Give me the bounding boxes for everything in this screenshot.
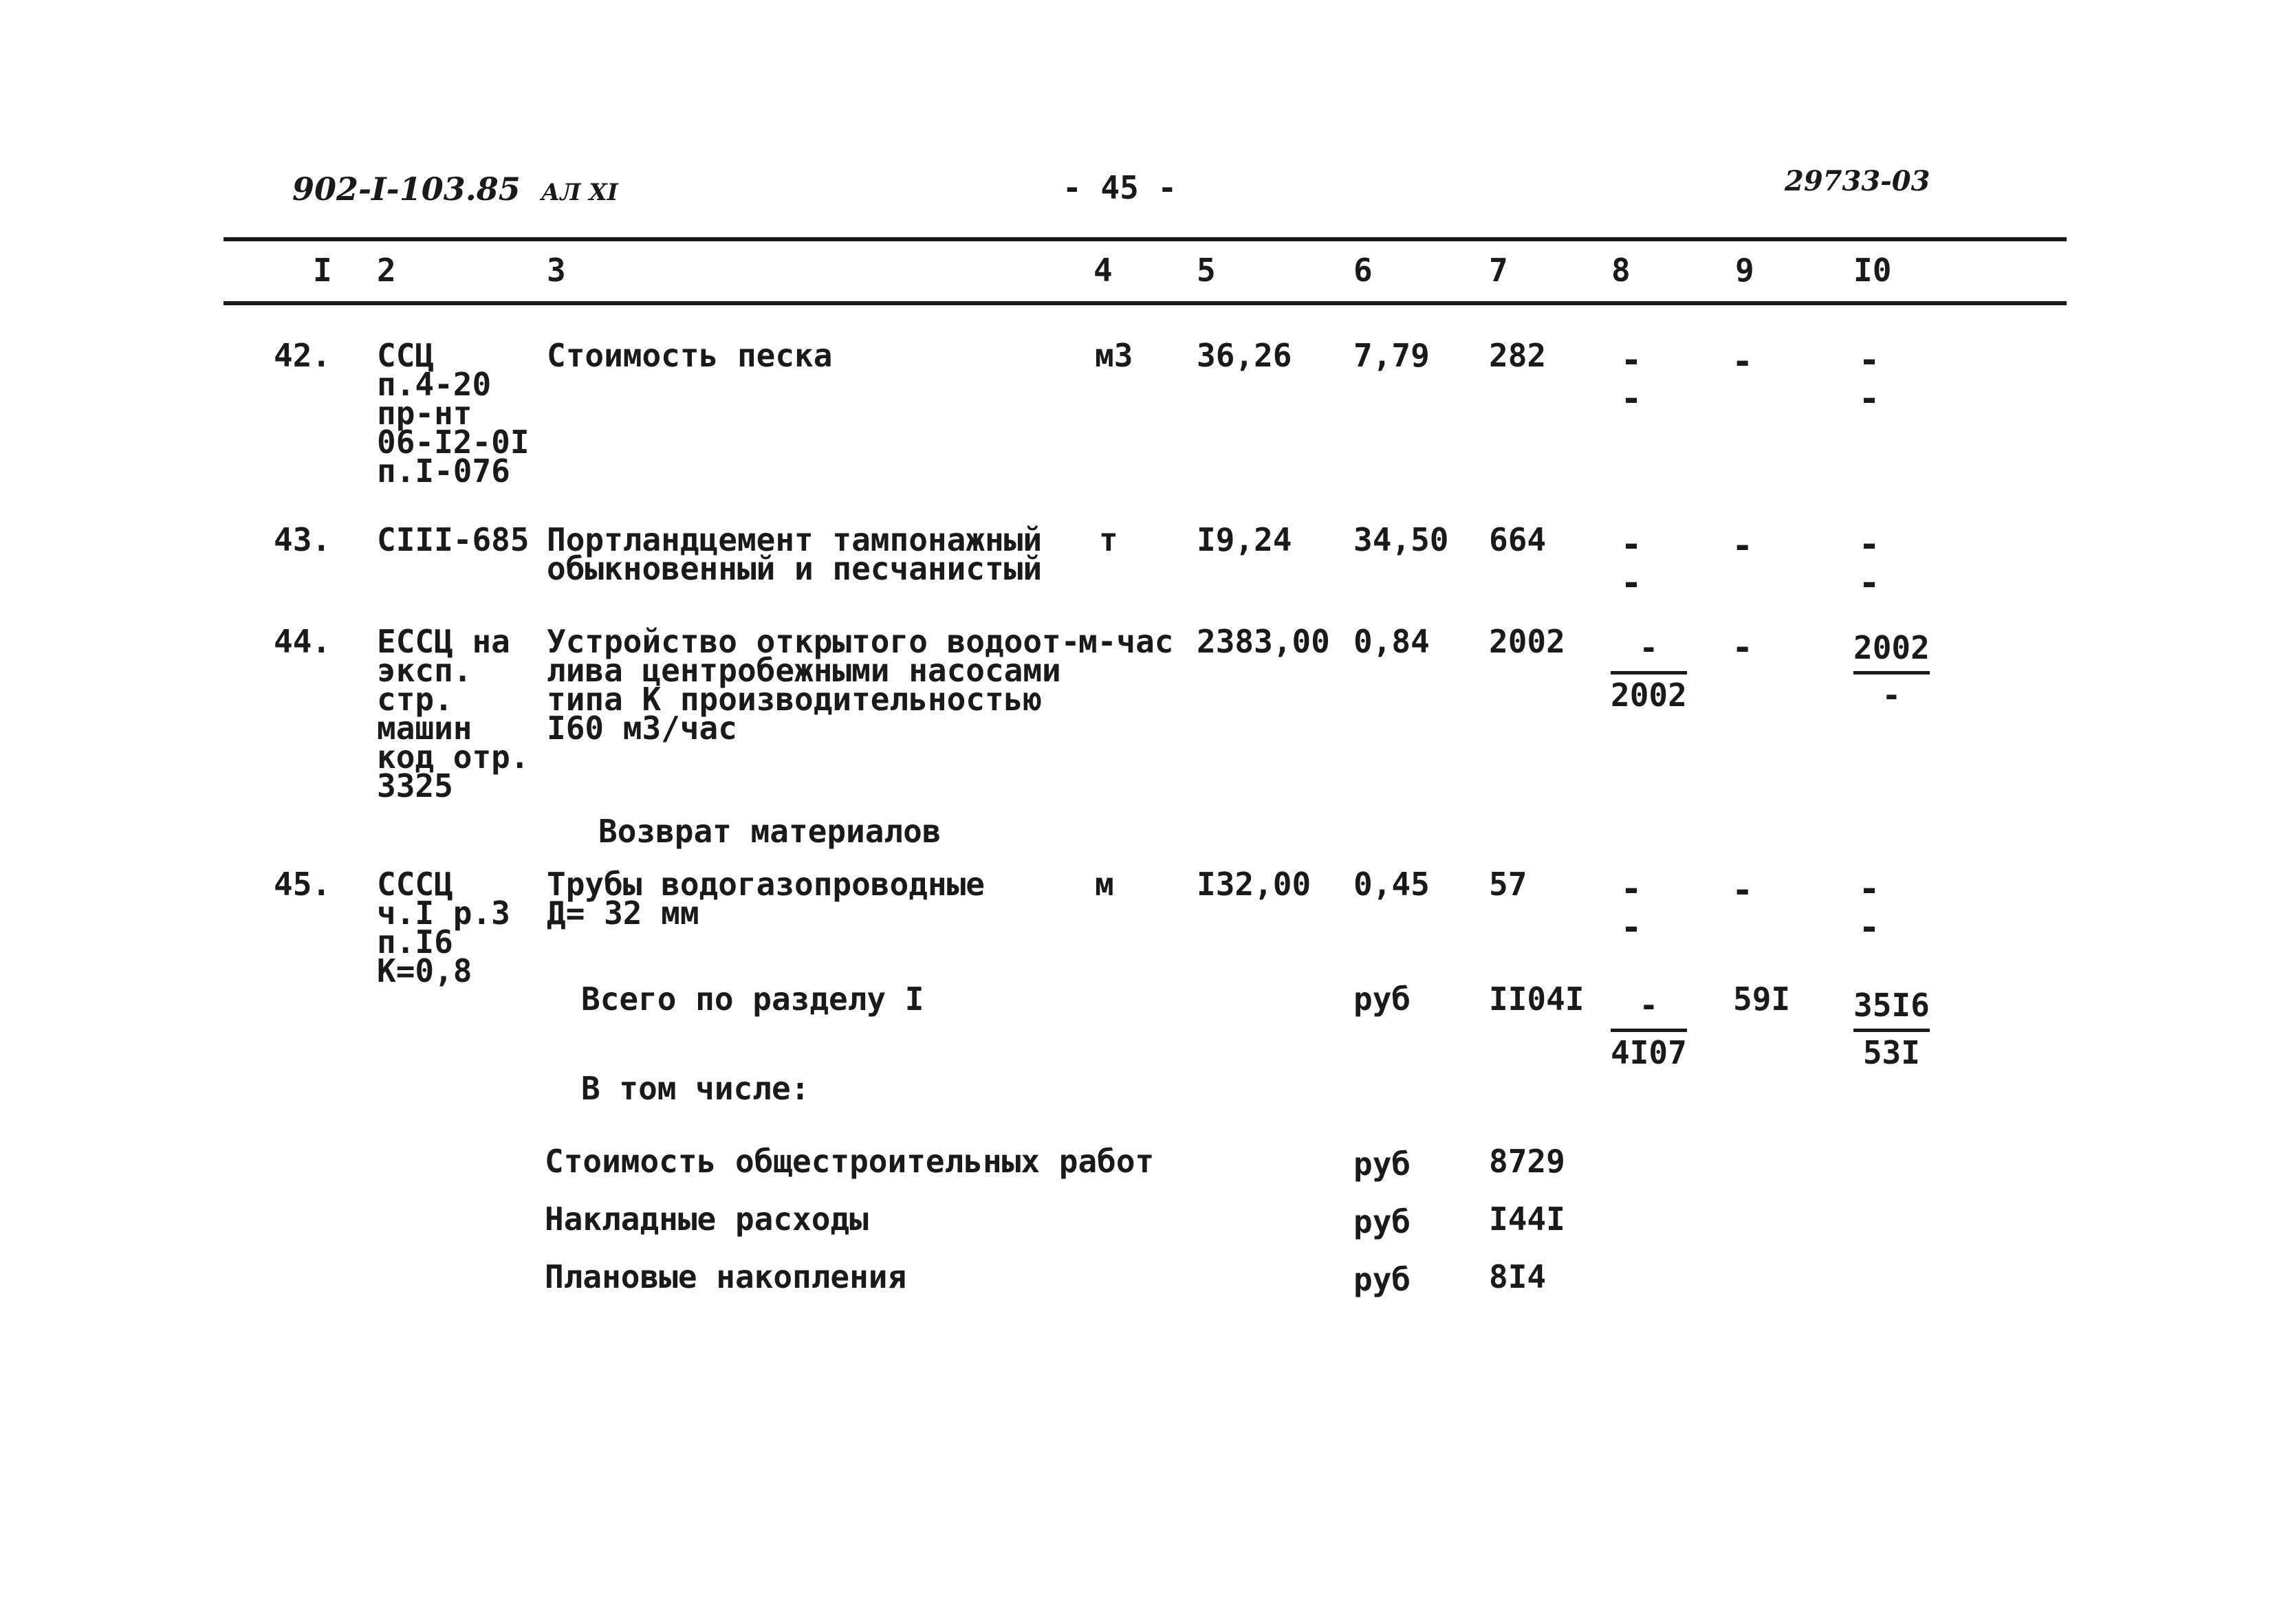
table-header-rule: [224, 301, 2067, 305]
breakdown-value: 8I4: [1489, 1258, 1547, 1295]
row-unit: м-час: [1078, 623, 1174, 660]
row-quantity: I32,00: [1197, 866, 1311, 903]
breakdown-unit: руб: [1353, 1145, 1411, 1183]
col-header-7: 7: [1489, 252, 1508, 289]
row-col8: - -: [1620, 340, 1642, 419]
row-code: ССЦ п.4-20 пр-нт 06-I2-0I п.I-076: [377, 337, 530, 490]
row-quantity: 2383,00: [1197, 623, 1330, 660]
row-col8: - -: [1620, 524, 1642, 604]
row-col10: - -: [1858, 524, 1880, 604]
col-header-5: 5: [1197, 252, 1216, 289]
row-col9: -: [1732, 525, 1754, 567]
breakdown-unit: руб: [1353, 1203, 1411, 1240]
col-header-8: 8: [1611, 252, 1631, 289]
row-number: 43.: [274, 521, 331, 558]
row-total: 2002: [1489, 623, 1565, 660]
row-col10: - -: [1858, 868, 1880, 948]
summary-col8: - 4I07: [1611, 985, 1687, 1073]
page-number: - 45 -: [1063, 169, 1177, 206]
breakdown-label: Плановые накопления: [545, 1258, 907, 1295]
col-header-3: 3: [547, 252, 566, 289]
row-description: Стоимость песка: [547, 337, 833, 374]
col-header-9: 9: [1735, 252, 1754, 289]
row-col8: - -: [1620, 868, 1642, 948]
breakdown-value: I44I: [1489, 1200, 1565, 1238]
row-col10: 2002 -: [1853, 627, 1930, 716]
breakdown-unit: руб: [1353, 1261, 1411, 1298]
row-price: 0,84: [1353, 623, 1430, 660]
table-top-rule: [224, 237, 2067, 241]
col-header-2: 2: [377, 252, 396, 289]
row-unit: м3: [1095, 337, 1133, 374]
row-total: 282: [1489, 337, 1547, 374]
including-label: В том числе:: [581, 1070, 810, 1107]
row-total: 664: [1489, 521, 1547, 558]
row-code: СССЦ ч.I р.3 п.I6 К=0,8: [377, 866, 510, 989]
summary-label: Всего по разделу I: [581, 980, 924, 1018]
document-suffix: АЛ XI: [541, 179, 618, 206]
row-col8: - 2002: [1611, 627, 1687, 716]
row-price: 34,50: [1353, 521, 1449, 558]
summary-unit: руб: [1353, 980, 1411, 1018]
row-col9: -: [1732, 341, 1754, 382]
row-code: ЕССЦ на эксп. стр. машин код отр. 3325: [377, 623, 530, 804]
row-unit: м: [1095, 866, 1114, 903]
row-description: Портландцемент тампонажный обыкновенный и песчанистый: [547, 521, 1043, 587]
breakdown-label: Стоимость общестроительных работ: [545, 1143, 1155, 1180]
document-code: 902-I-103.85 АЛ XI: [292, 171, 618, 208]
summary-total: II04I: [1489, 980, 1585, 1018]
breakdown-label: Накладные расходы: [545, 1200, 869, 1238]
row-total: 57: [1489, 866, 1527, 903]
row-description: Трубы водогазопроводные Д= 32 мм: [547, 866, 985, 932]
col-header-6: 6: [1353, 252, 1373, 289]
col-header-4: 4: [1093, 252, 1113, 289]
row-quantity: I9,24: [1197, 521, 1292, 558]
col-header-1: I: [313, 252, 332, 289]
row-number: 45.: [274, 866, 331, 903]
row-quantity: 36,26: [1197, 337, 1292, 374]
archive-number: 29733-03: [1785, 165, 1930, 197]
row-col9: -: [1732, 627, 1754, 668]
row-number: 42.: [274, 337, 331, 374]
row-code: СIII-685: [377, 521, 530, 558]
row-col10: - -: [1858, 340, 1880, 419]
summary-col10: 35I6 53I: [1853, 985, 1930, 1073]
row-price: 0,45: [1353, 866, 1430, 903]
summary-col9: 59I: [1733, 980, 1791, 1018]
row-col9: -: [1732, 870, 1754, 911]
row-price: 7,79: [1353, 337, 1430, 374]
row-number: 44.: [274, 623, 331, 660]
breakdown-value: 8729: [1489, 1143, 1565, 1180]
row-description: Устройство открытого водоот- лива центробежными насосами типа К производительностью I60 м3/час: [547, 623, 1080, 747]
col-header-10: I0: [1853, 252, 1892, 289]
section-heading: Возврат материалов: [598, 813, 941, 850]
row-unit: т: [1099, 521, 1118, 558]
